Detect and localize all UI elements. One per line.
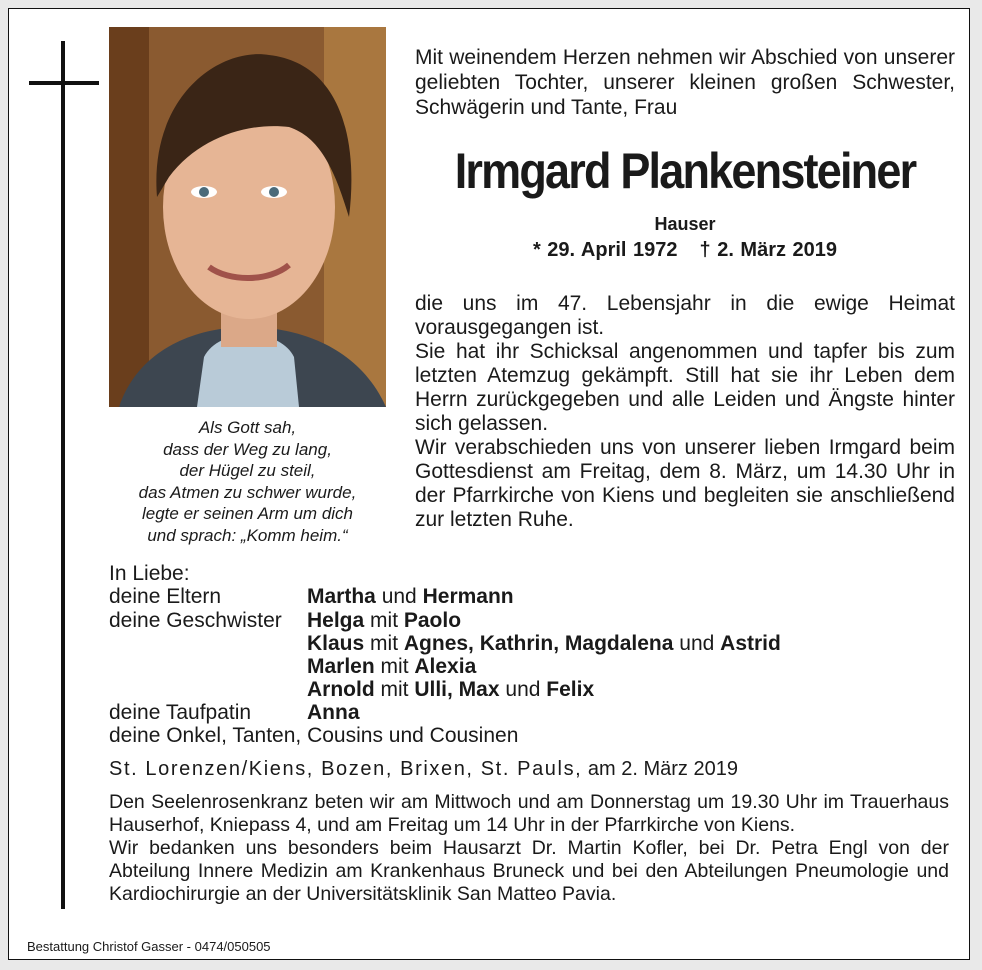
taufpatin-label: deine Taufpatin: [109, 701, 252, 724]
eltern-names: Martha und Hermann: [307, 585, 514, 608]
portrait-illustration: [109, 27, 386, 407]
deceased-name: Irmgard Plankensteiner: [454, 143, 916, 199]
undertaker-credit: Bestattung Christof Gasser - 0474/050505: [27, 939, 271, 954]
obituary-body: [415, 292, 955, 532]
body-paragraph: Wir verabschieden uns von unserer lieben Irmgard beim Gottesdienst am Freitag, dem 8. März, um 14.30 Uhr in der Pfarrkirche von Kiens und begleiten sie anschließend zur letzten Ruhe.: [415, 436, 955, 531]
cross-icon: [61, 41, 65, 909]
poem-line: dass der Weg zu lang,: [163, 439, 332, 459]
poem: [109, 417, 386, 546]
sibling-row: Marlen mit Alexia: [307, 655, 477, 678]
footer-paragraph: Den Seelenrosenkranz beten wir am Mittwoch und am Donnerstag um 19.30 Uhr im Trauerhaus Hauserhof, Kniepass 4, und am Freitag um 14 Uhr in der Pfarrkirche von Kiens.: [109, 791, 949, 836]
geschwister-label: deine Geschwister: [109, 609, 282, 632]
death-date: † 2. März 2019: [699, 239, 838, 261]
poem-line: das Atmen zu schwer wurde,: [138, 482, 357, 502]
sibling-row: Klaus mit Agnes, Kathrin, Magdalena und Astrid: [307, 632, 781, 655]
body-paragraph: Sie hat ihr Schicksal angenommen und tapfer bis zum letzten Atemzug gekämpft. Still hat sie ihr Leben dem Herrn zurückgegeben und alle Leiden und Ängste hinter sich gelassen.: [415, 340, 955, 435]
poem-line: legte er seinen Arm um dich: [141, 504, 354, 523]
poem-line: der Hügel zu steil,: [179, 461, 316, 480]
sibling-row: Helga mit Paolo: [307, 609, 462, 632]
portrait-photo: [109, 27, 386, 407]
sibling-row: Arnold mit Ulli, Max und Felix: [307, 678, 595, 701]
place-and-date: St. Lorenzen/Kiens, Bozen, Brixen, St. Pauls, am 2. März 2019: [109, 758, 738, 780]
footer-text: [109, 791, 949, 906]
poem-line: und sprach: „Komm heim.“: [147, 525, 348, 545]
other-relatives: deine Onkel, Tanten, Cousins und Cousinen: [109, 724, 519, 747]
intro-text: Mit weinendem Herzen nehmen wir Abschied von unserer geliebten Tochter, unserer kleinen großen Schwester, Schwägerin und Tante, Frau: [415, 46, 955, 119]
cross-icon-bar: [29, 81, 99, 85]
footer-paragraph: Wir bedanken uns besonders beim Hausarzt Dr. Martin Kofler, bei Dr. Petra Engl von der Abteilung Innere Medizin am Krankenhaus Bruneck und bei den Abteilungen Pneumologie und Kardiochirurgie an der Universitätsklinik San Matteo Pavia.: [109, 837, 949, 905]
in-liebe-label: In Liebe:: [109, 562, 190, 585]
eltern-label: deine Eltern: [109, 585, 222, 608]
taufpatin-name: Anna: [307, 701, 360, 724]
birth-date: * 29. April 1972: [532, 239, 678, 261]
body-paragraph: die uns im 47. Lebensjahr in die ewige Heimat vorausgegangen ist.: [415, 292, 955, 339]
maiden-name: Hauser: [654, 214, 716, 234]
poem-line: Als Gott sah,: [198, 418, 297, 437]
life-dates: [415, 239, 955, 262]
obituary-card: [8, 8, 970, 960]
